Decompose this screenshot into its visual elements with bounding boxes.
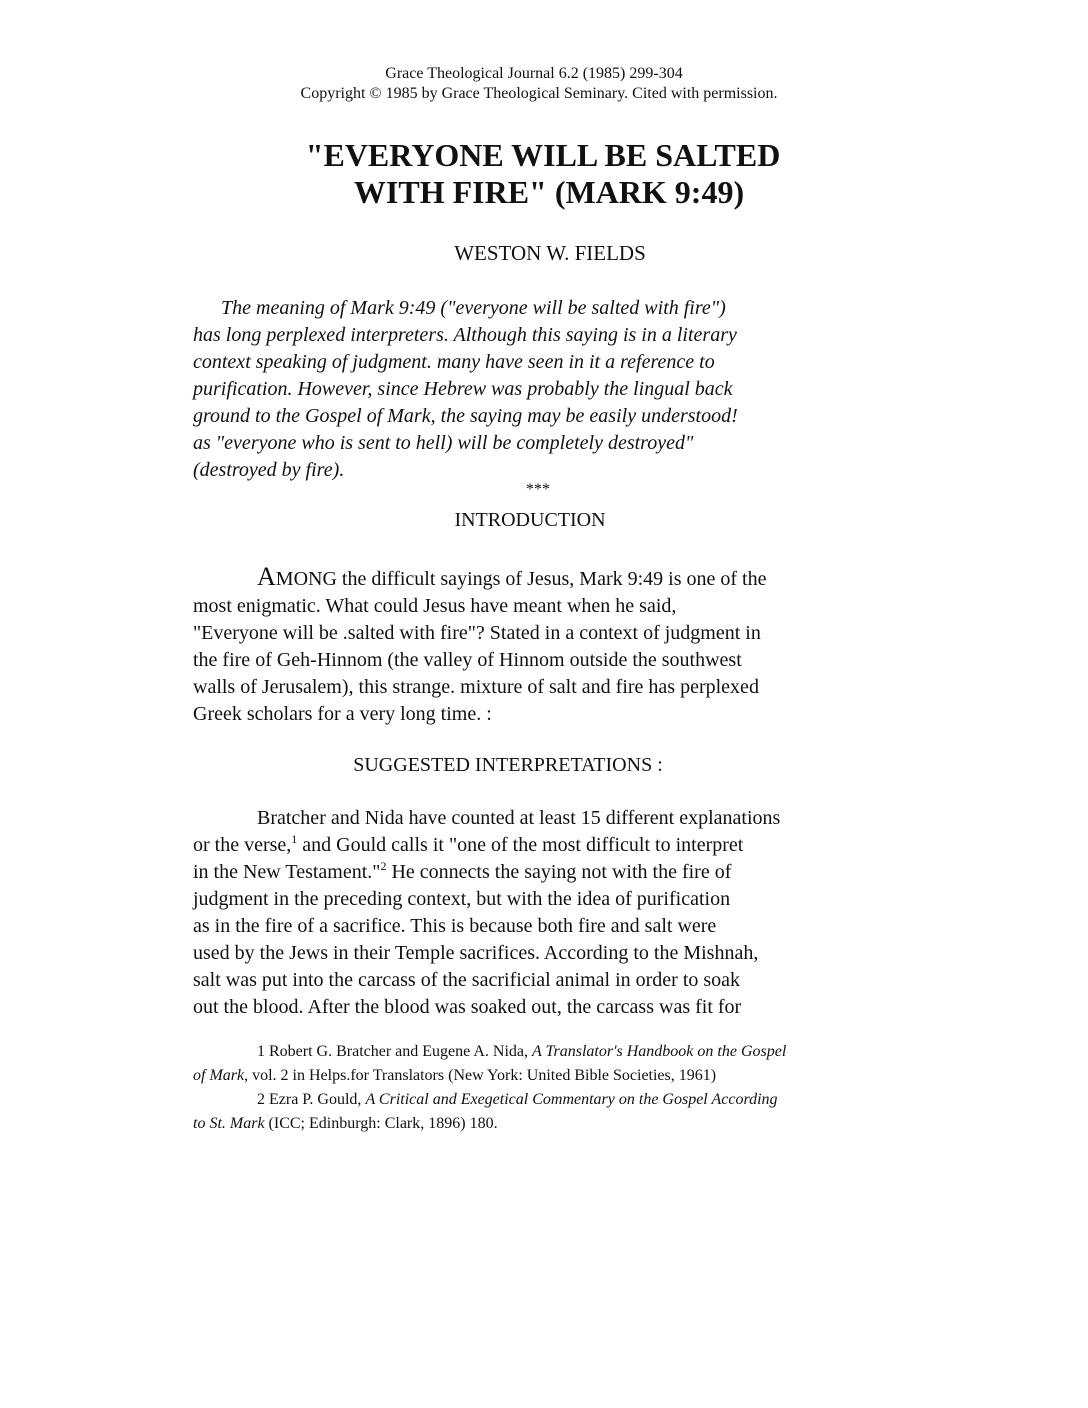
- line-text: the difficult sayings of Jesus, Mark 9:49 is one of the: [336, 568, 767, 590]
- copyright-notice: Copyright © 1985 by Grace Theological Seminary. Cited with permission.: [300, 85, 778, 102]
- paragraph-line: walls of Jerusalem), this strange. mixture of salt and fire has perplexed: [193, 676, 759, 698]
- footnote-book-title: A Critical and Exegetical Commentary on the Gospel According: [365, 1091, 778, 1108]
- suggested-interpretations-heading: SUGGESTED INTERPRETATIONS :: [353, 754, 663, 776]
- paragraph-line: [193, 832, 893, 859]
- introduction-paragraph: [193, 563, 893, 728]
- journal-header: [0, 64, 1088, 104]
- suggested-paragraph: [193, 805, 893, 1021]
- title-line-2: WITH FIRE" (MARK 9:49): [353, 174, 745, 210]
- footnote-ref-2[interactable]: 2: [380, 859, 387, 873]
- paragraph-line: Bratcher and Nida have counted at least 15 different explanations: [257, 807, 781, 829]
- footnote-text: (ICC; Edinburgh: Clark, 1896) 180.: [264, 1115, 498, 1132]
- paragraph-line: [193, 859, 893, 886]
- abstract: [193, 295, 873, 484]
- abstract-line: The meaning of Mark 9:49 ("everyone will be salted with fire"): [221, 297, 726, 319]
- abstract-line: (destroyed by fire).: [193, 459, 345, 481]
- abstract-line: has long perplexed interpreters. Although this saying is in a literary: [193, 324, 737, 346]
- small-caps-word: MONG: [275, 568, 337, 590]
- paragraph-line: the fire of Geh-Hinnom (the valley of Hinnom outside the southwest: [193, 649, 742, 671]
- abstract-line: as "everyone who is sent to hell) will be completely destroyed": [193, 432, 694, 454]
- footnote-2-line-1: [193, 1088, 913, 1112]
- section-separator: ***: [526, 481, 550, 498]
- article-title: [0, 137, 1088, 211]
- footnotes: [193, 1040, 913, 1136]
- paragraph-line: "Everyone will be .salted with fire"? Stated in a context of judgment in: [193, 622, 761, 644]
- journal-citation: Grace Theological Journal 6.2 (1985) 299-304: [385, 65, 683, 82]
- footnote-1-line-2: [193, 1064, 913, 1088]
- footnote-text: 2 Ezra P. Gould,: [257, 1091, 366, 1108]
- paragraph-line: used by the Jews in their Temple sacrifices. According to the Mishnah,: [193, 942, 759, 964]
- footnote-1-line-1: [193, 1040, 913, 1064]
- footnote-text: , vol. 2 in Helps.for Translators (New York: United Bible Societies, 1961): [244, 1067, 717, 1084]
- footnote-book-title: A Translator's Handbook on the Gospel: [532, 1043, 787, 1060]
- paragraph-line: most enigmatic. What could Jesus have meant when he said,: [193, 595, 677, 617]
- footnote-book-title: of Mark: [193, 1067, 245, 1084]
- line-text: or the verse,: [193, 834, 292, 856]
- footnote-text: 1 Robert G. Bratcher and Eugene A. Nida,: [257, 1043, 533, 1060]
- abstract-line: ground to the Gospel of Mark, the saying may be easily understood!: [193, 405, 738, 427]
- line-text: in the New Testament.": [193, 861, 381, 883]
- paragraph-line: Greek scholars for a very long time. :: [193, 703, 492, 725]
- line-text: and Gould calls it "one of the most difficult to interpret: [297, 834, 744, 856]
- footnote-ref-1[interactable]: 1: [291, 832, 298, 846]
- author-name: WESTON W. FIELDS: [454, 241, 646, 265]
- footnote-book-title: to St. Mark: [193, 1115, 265, 1132]
- abstract-line: context speaking of judgment. many have seen in it a reference to: [193, 351, 715, 373]
- paragraph-line: judgment in the preceding context, but with the idea of purification: [193, 888, 731, 910]
- paragraph-line: [193, 563, 893, 593]
- paragraph-line: salt was put into the carcass of the sacrificial animal in order to soak: [193, 969, 741, 991]
- footnote-2-line-2: [193, 1112, 913, 1136]
- drop-cap: A: [257, 562, 276, 591]
- abstract-line: purification. However, since Hebrew was probably the lingual back: [193, 378, 733, 400]
- line-text: He connects the saying not with the fire of: [386, 861, 732, 883]
- title-line-1: "EVERYONE WILL BE SALTED: [305, 137, 781, 173]
- paragraph-line: out the blood. After the blood was soaked out, the carcass was fit for: [193, 996, 742, 1018]
- paragraph-line: as in the fire of a sacrifice. This is because both fire and salt were: [193, 915, 717, 937]
- introduction-heading: INTRODUCTION: [454, 509, 606, 531]
